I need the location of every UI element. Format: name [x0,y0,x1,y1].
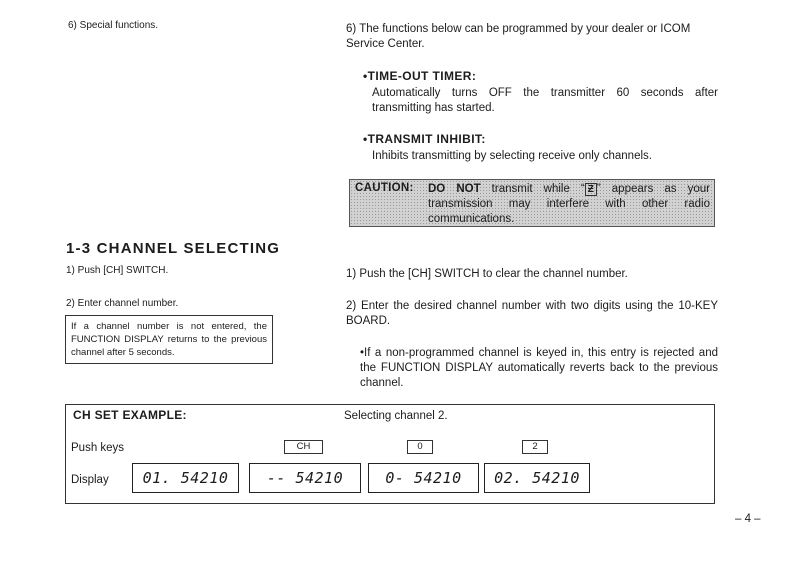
page-number: – 4 – [735,513,761,525]
caution-text-part1: transmit while “ [480,183,585,195]
transmit-inhibit-text: Inhibits transmitting by selecting receive only channels. [372,150,652,162]
caution-emphasis: DO NOT [428,183,481,195]
note-box [65,315,273,364]
left-special-functions-label: 6) Special functions. [68,20,159,31]
note-text: If a channel number is not entered, the FUNCTION DISPLAY returns to the previous channel after 5 seconds. [71,321,267,358]
lcd-display-1: 01. 54210 [132,463,239,493]
lcd-display-2: -- 54210 [249,463,361,493]
transmit-indicator-icon: Ƶ [585,183,597,196]
section-heading: 1-3 CHANNEL SELECTING [66,240,281,257]
two-key: 2 [522,440,548,454]
example-title: CH SET EXAMPLE: [73,408,187,422]
push-keys-label: Push keys [71,442,125,454]
caution-text [428,182,710,227]
time-out-timer-text: Automatically turns OFF the transmitter 60 seconds after transmitting has started. [372,87,718,114]
caution-label: CAUTION: [355,182,414,194]
caution-box [349,179,715,227]
special-functions-intro: 6) The functions below can be programmed by your dealer or ICOM Service Center. [346,23,691,50]
example-subtitle: Selecting channel 2. [344,410,448,422]
right-step-2-bullet: •If a non-programmed channel is keyed in, this entry is rejected and the FUNCTION DISPLAY automatically reverts back to the previous channel. [360,347,718,389]
right-step-1: 1) Push the [CH] SWITCH to clear the channel number. [346,268,628,280]
display-label: Display [71,474,109,486]
lcd-display-4: 02. 54210 [484,463,590,493]
lcd-display-3: 0- 54210 [368,463,479,493]
time-out-timer-heading: •TIME-OUT TIMER: [363,69,477,83]
transmit-inhibit-heading: •TRANSMIT INHIBIT: [363,132,486,146]
left-step-1: 1) Push [CH] SWITCH. [66,265,169,276]
caution-text-part2: ” appears as your transmission may interfere with other radio communications. [428,183,710,225]
zero-key: 0 [407,440,433,454]
left-step-2: 2) Enter channel number. [66,298,179,309]
right-step-2-text: 2) Enter the desired channel number with two digits using the 10-KEY BOARD. [346,300,718,327]
ch-set-example-box [65,404,715,504]
ch-key: CH [284,440,323,454]
